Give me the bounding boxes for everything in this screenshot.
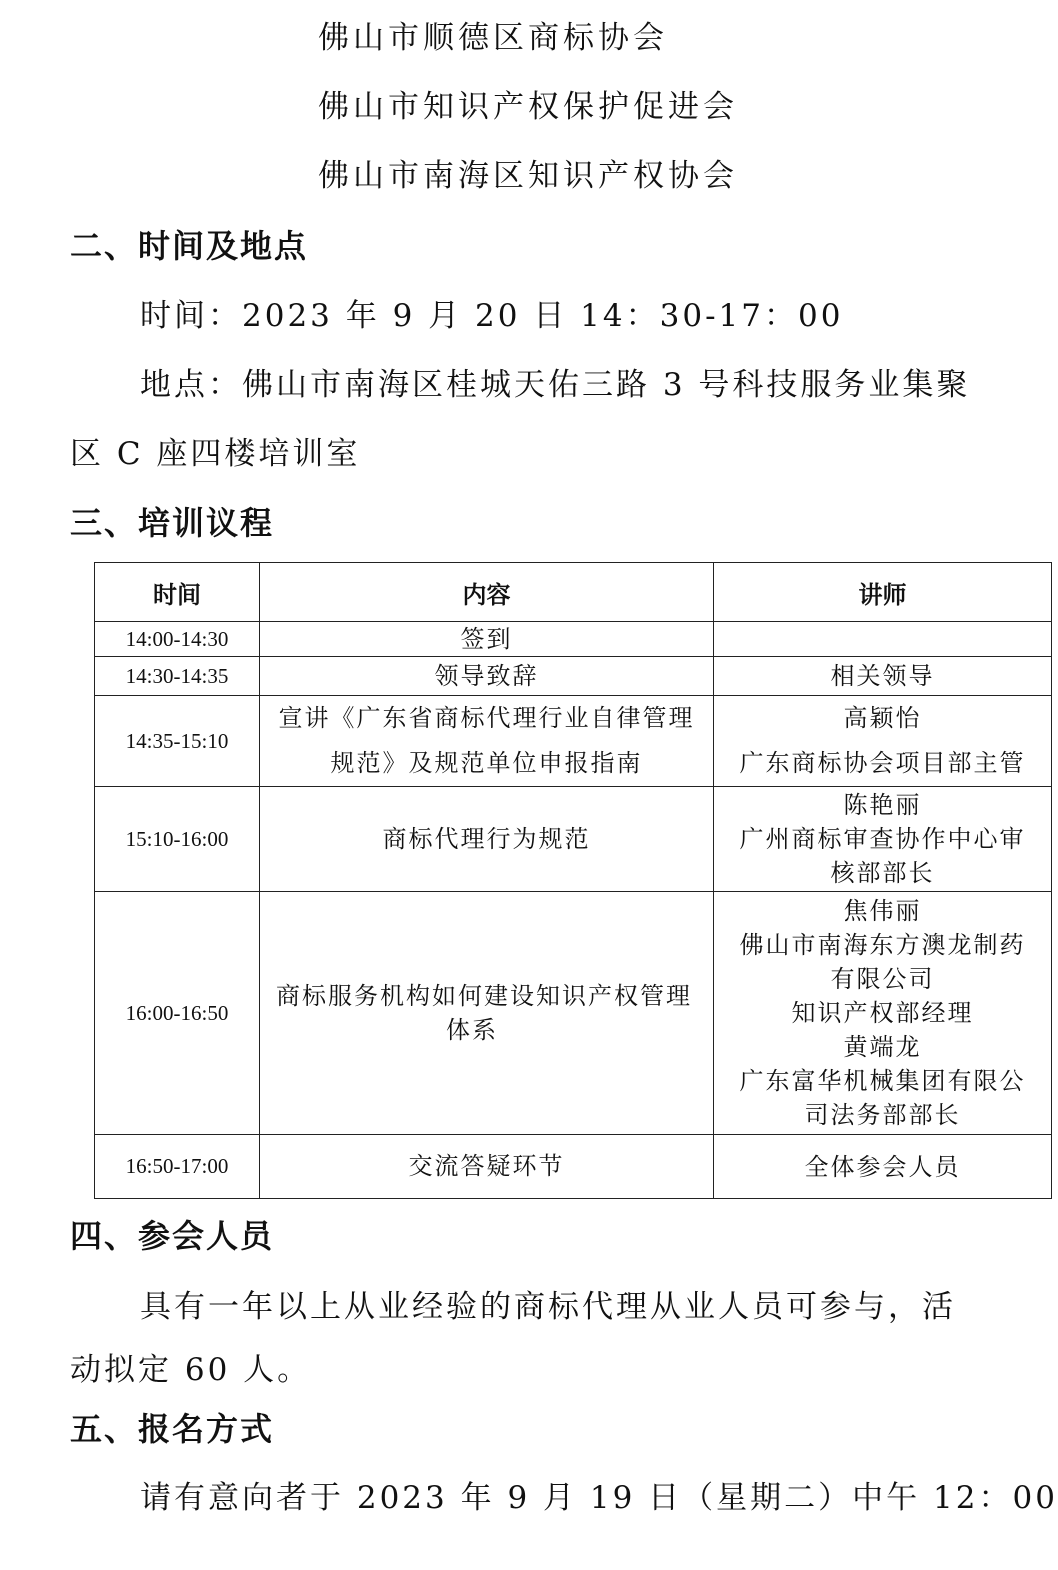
row-time: 15:10-16:00 [95,787,260,892]
event-place-line1: 地点：佛山市南海区桂城天佑三路 3 号科技服务业集聚 [140,367,971,403]
speaker-line: 焦伟丽 [843,897,922,925]
header-content: 内容 [260,563,714,622]
row-speaker [714,622,1052,657]
content-line: 规范》及规范单位申报指南 [330,749,643,777]
event-place-line2: 区 C 座四楼培训室 [70,436,361,472]
row-content [260,696,714,787]
content-line: 交流答疑环节 [408,1152,565,1180]
content-line: 商标代理行为规范 [382,824,591,853]
speaker-line: 核部部长 [830,859,935,887]
speaker-line: 司法务部部长 [804,1101,961,1129]
agenda-table [94,562,1052,1199]
section3-heading: 三、培训议程 [70,504,275,542]
section4-heading: 四、参会人员 [70,1217,275,1255]
organizer-3: 佛山市南海区知识产权协会 [318,158,738,194]
row-speaker [714,1135,1052,1199]
speaker-line: 广东富华机械集团有限公 [739,1067,1026,1095]
row-content [260,1135,714,1199]
content-line: 签到 [460,625,513,653]
table-row [95,1135,1052,1199]
speaker-line: 有限公司 [830,965,935,993]
row-speaker [714,696,1052,787]
agenda-header-row [95,563,1052,622]
speaker-line: 佛山市南海东方澳龙制药 [739,931,1026,959]
organizer-1: 佛山市顺德区商标协会 [318,20,668,56]
section5-heading: 五、报名方式 [70,1410,275,1448]
table-row [95,892,1052,1135]
content-line: 体系 [446,1016,498,1044]
row-time: 14:00-14:30 [95,622,260,657]
table-row [95,657,1052,696]
row-speaker [714,892,1052,1135]
speaker-line: 陈艳丽 [843,791,922,819]
speaker-line: 广州商标审查协作中心审 [739,825,1026,853]
row-content [260,787,714,892]
header-speaker: 讲师 [714,563,1052,622]
speaker-line: 广东商标协会项目部主管 [739,749,1026,777]
row-speaker [714,657,1052,696]
table-row [95,787,1052,892]
content-line: 领导致辞 [434,662,539,690]
organizer-2: 佛山市知识产权保护促进会 [318,89,738,125]
speaker-line: 高颖怡 [843,704,922,732]
row-content [260,622,714,657]
attendees-line2: 动拟定 60 人。 [70,1352,312,1388]
row-speaker [714,787,1052,892]
row-time: 16:50-17:00 [95,1135,260,1199]
row-time: 14:30-14:35 [95,657,260,696]
speaker-line: 知识产权部经理 [791,999,974,1027]
event-time: 时间：2023 年 9 月 20 日 14：30-17：00 [140,298,844,334]
row-content [260,892,714,1135]
content-line: 宣讲《广东省商标代理行业自律管理 [278,704,695,732]
table-row [95,696,1052,787]
row-time: 16:00-16:50 [95,892,260,1135]
header-time: 时间 [95,563,260,622]
speaker-line: 相关领导 [830,662,935,690]
table-row [95,622,1052,657]
registration-line1: 请有意向者于 2023 年 9 月 19 日（星期二）中午 12：00 [140,1480,1058,1516]
speaker-line: 全体参会人员 [804,1152,961,1181]
attendees-line1: 具有一年以上从业经验的商标代理从业人员可参与，活 [140,1289,956,1325]
speaker-line: 黄端龙 [843,1033,922,1061]
row-time: 14:35-15:10 [95,696,260,787]
content-line: 商标服务机构如何建设知识产权管理 [276,982,692,1010]
section2-heading: 二、时间及地点 [70,227,309,265]
row-content [260,657,714,696]
